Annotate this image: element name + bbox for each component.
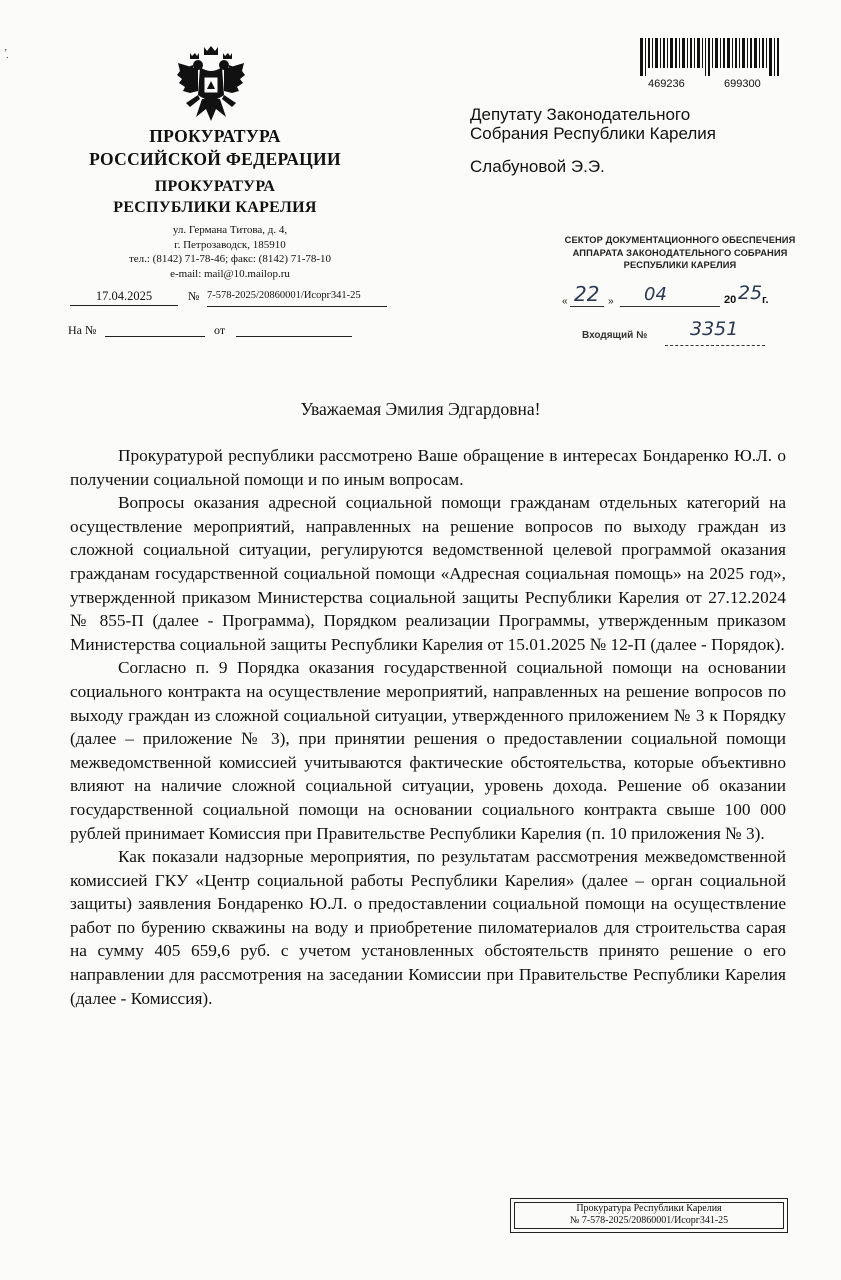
stamp-line-2: АППАРАТА ЗАКОНОДАТЕЛЬНОГО СОБРАНИЯ [572,247,788,258]
address-city: г. Петрозаводск, 185910 [174,238,286,251]
scan-mark: ʼ̣ [4,48,8,59]
sender-address [60,223,400,281]
org-line-4: РЕСПУБЛИКИ КАРЕЛИЯ [113,199,317,216]
paragraph: Прокуратурой республики рассмотрено Ваше обращение в интересах Бондаренко Ю.Л. о получении социальной помощи и по иным вопросам. [70,446,786,489]
outgoing-number: 7-578-2025/20860001/Исорг341-25 [207,290,387,307]
recipient-name: Слабуновой Э.Э. [470,157,605,176]
salutation: Уважаемая Эмилия Эдгардовна! [300,399,541,419]
outgoing-number-label: № [188,289,200,303]
sender-org-block [60,125,370,171]
org-line-3: ПРОКУРАТУРА [154,178,276,195]
barcode-right-digits: 699300 [724,78,761,90]
registration-stamp [560,234,800,272]
stamp-day: 22 [574,282,600,306]
outgoing-date: 17.04.2025 [70,289,178,306]
stamp-year-suffix: г. [762,294,769,306]
barcode-bars [640,38,780,76]
stamp-year: 25 [738,282,763,304]
coat-of-arms-emblem [176,45,246,123]
footer-line-2: № 7-578-2025/20860001/Исорг341-25 [569,1214,729,1226]
address-email: e-mail: mail@10.mailop.ru [170,267,290,280]
letter-body [70,444,786,1010]
address-phone: тел.: (8142) 71-78-46; факс: (8142) 71-78-10 [128,253,332,265]
reference-label: На № [68,323,97,337]
reference-line [105,336,205,337]
stamp-line-3: РЕСПУБЛИКИ КАРЕЛИЯ [623,260,737,270]
stamp-year-prefix: 20 [724,294,737,306]
stamp-incoming-line [665,345,765,346]
stamp-month: 04 [644,284,667,305]
stamp-date: « 22 » 04 20 25 г. [562,282,769,307]
recipient-line-2: Собрания Республики Карелия [470,124,717,143]
footer-line-1: Прокуратура Республики Карелия [576,1203,722,1214]
stamp-line-1: СЕКТОР ДОКУМЕНТАЦИОННОГО ОБЕСПЕЧЕНИЯ [564,235,796,245]
reference-from-label: от [214,323,226,337]
paragraph: Вопросы оказания адресной социальной помощи гражданам отдельных категорий на осуществление мероприятий, направленных на решение вопросов по выходу граждан из сложной социальной ситуации, регулируются ведомственной целевой программой оказания гражданам государственной социальной помощи «Адресная социальная помощь» на 2025 год», утвержденной приказом Министерства социальной защиты Республики Карелия от 27.12.2024 № 855-П (далее - Программа), Порядком реализации Программы, утвержденным приказом Министерства социальной защиты Республики Карелия от 15.01.2025 № 12-П (далее - Порядок). [70,493,786,654]
address-street: ул. Германа Титова, д. 4, [172,224,288,236]
footer-registration-box [510,1198,788,1233]
recipient-block [470,105,716,143]
recipient-line-1: Депутату Законодательного [470,105,691,124]
reference-from-line [236,336,352,337]
sender-suborg-block [60,176,370,218]
org-line-1: ПРОКУРАТУРА [149,126,281,146]
paragraph: Как показали надзорные мероприятия, по результатам рассмотрения межведомственной комиссией ГКУ «Центр социальной работы Республики Карелия» (далее – орган социальной защиты) заявления Бондаренко Ю.Л. о предоставлении социальной помощи на осуществление работ по бурению скважины на воду и приобретение пиломатериалов для строительства сарая на сумму 405 659,6 руб. с учетом установленных обстоятельств принято решение о его направлении для рассмотрения на заседании Комиссии при Правительстве Республики Карелия (далее - Комиссия). [70,847,786,1008]
stamp-incoming-number: 3351 [690,318,739,340]
paragraph: Согласно п. 9 Порядка оказания государственной социальной помощи на основании социального контракта на осуществление мероприятий, направленных на решение вопросов по выходу граждан из сложной социальной ситуации, утвержденного приложением № 3 к Порядку (далее – приложение № 3), при принятии решения о предоставлении социальной помощи межведомственной комиссией учитываются фактические обстоятельства, которые объективно влияют на наличие сложной социальной ситуации, уровень дохода. Решение об оказании государственной социальной помощи на основании социального контракта свыше 100 000 рублей принимает Комиссия при Правительстве Республики Карелия (п. 10 приложения № 3). [70,658,786,843]
stamp-incoming-label: Входящий № [582,330,648,341]
org-line-2: РОССИЙСКОЙ ФЕДЕРАЦИИ [89,149,341,169]
barcode [640,38,780,92]
barcode-left-digits: 469236 [648,78,685,90]
